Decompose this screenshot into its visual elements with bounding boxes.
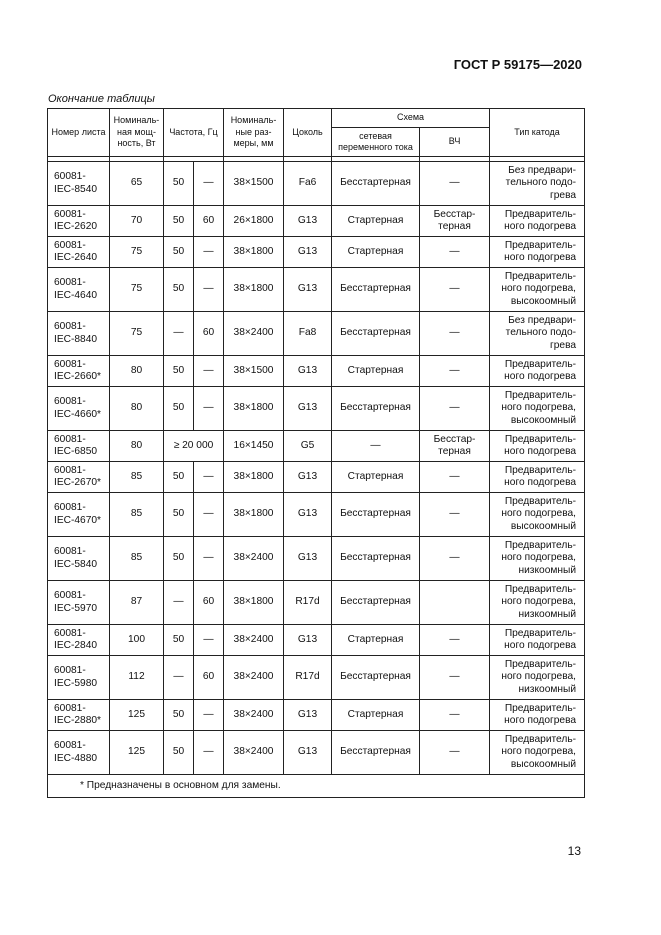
cell-power: 75 [110, 312, 164, 356]
cell-scheme-ac: Бесстартерная [332, 312, 420, 356]
cell-scheme-ac: Стартерная [332, 237, 420, 268]
cell-scheme-ac: — [332, 431, 420, 462]
cell-base: G13 [284, 493, 332, 537]
cell-frequency-60: — [194, 537, 224, 581]
header-sheet: Номер листа [48, 109, 110, 157]
cell-frequency-50: 50 [164, 206, 194, 237]
cell-scheme-ac: Бесстартерная [332, 162, 420, 206]
cell-cathode: Предваритель-ного подогрева, низкоомный [490, 537, 585, 581]
cell-scheme-ac: Бесстартерная [332, 493, 420, 537]
cell-power: 125 [110, 731, 164, 775]
cell-cathode: Предваритель-ного подогрева [490, 625, 585, 656]
standard-number: ГОСТ Р 59175—2020 [453, 57, 582, 72]
cell-scheme-hf: — [420, 312, 490, 356]
cell-power: 80 [110, 356, 164, 387]
cell-cathode: Предваритель-ного подогрева, высокоомный [490, 731, 585, 775]
table-row [48, 268, 585, 312]
cell-dimensions: 38×1800 [224, 268, 284, 312]
header-frequency: Частота, Гц [164, 109, 224, 157]
cell-dimensions: 38×2400 [224, 312, 284, 356]
cell-scheme-hf: Бесстар-терная [420, 431, 490, 462]
table-row [48, 731, 585, 775]
table-row [48, 625, 585, 656]
cell-scheme-ac: Стартерная [332, 206, 420, 237]
cell-frequency-50: 50 [164, 387, 194, 431]
cell-power: 75 [110, 268, 164, 312]
cell-scheme-hf: — [420, 493, 490, 537]
cell-frequency-50: 50 [164, 700, 194, 731]
cell-scheme-hf: — [420, 462, 490, 493]
cell-power: 85 [110, 537, 164, 581]
cell-base: G13 [284, 237, 332, 268]
cell-cathode: Предваритель-ного подогрева [490, 700, 585, 731]
cell-base: G13 [284, 387, 332, 431]
cell-frequency-50: 50 [164, 462, 194, 493]
cell-power: 80 [110, 387, 164, 431]
table-row [48, 656, 585, 700]
cell-scheme-hf: — [420, 625, 490, 656]
cell-frequency-50: 50 [164, 493, 194, 537]
cell-sheet: 60081-IEC-2670* [48, 462, 110, 493]
cell-cathode: Без предвари-тельного подо-грева [490, 162, 585, 206]
cell-frequency-50: 50 [164, 625, 194, 656]
table-row [48, 387, 585, 431]
cell-frequency-60: 60 [194, 581, 224, 625]
cell-frequency-50: — [164, 312, 194, 356]
cell-scheme-ac: Бесстартерная [332, 581, 420, 625]
cell-power: 85 [110, 462, 164, 493]
cell-scheme-hf: — [420, 162, 490, 206]
cell-cathode: Предваритель-ного подогрева [490, 431, 585, 462]
cell-scheme-hf: — [420, 700, 490, 731]
header-scheme-hf: ВЧ [420, 128, 490, 157]
cell-dimensions: 38×1800 [224, 387, 284, 431]
cell-base: G5 [284, 431, 332, 462]
cell-base: R17d [284, 656, 332, 700]
cell-frequency-50: — [164, 656, 194, 700]
table-footnote: * Предназначены в основном для замены. [48, 775, 585, 798]
cell-frequency-50: 50 [164, 356, 194, 387]
cell-sheet: 60081-IEC-5980 [48, 656, 110, 700]
cell-frequency-50: 50 [164, 537, 194, 581]
table-row [48, 431, 585, 462]
header-cathode: Тип катода [490, 109, 585, 157]
cell-frequency-60: 60 [194, 312, 224, 356]
cell-frequency-60: — [194, 731, 224, 775]
table-row [48, 312, 585, 356]
cell-sheet: 60081-IEC-2620 [48, 206, 110, 237]
cell-cathode: Предваритель-ного подогрева, низкоомный [490, 581, 585, 625]
cell-scheme-ac: Стартерная [332, 462, 420, 493]
cell-base: Fa6 [284, 162, 332, 206]
cell-frequency-60: — [194, 237, 224, 268]
cell-base: G13 [284, 537, 332, 581]
cell-dimensions: 38×2400 [224, 625, 284, 656]
cell-frequency-60: — [194, 387, 224, 431]
cell-dimensions: 16×1450 [224, 431, 284, 462]
cell-frequency: ≥ 20 000 [164, 431, 224, 462]
cell-dimensions: 26×1800 [224, 206, 284, 237]
cell-cathode: Предваритель-ного подогрева, высокоомный [490, 387, 585, 431]
cell-frequency-60: — [194, 356, 224, 387]
cell-scheme-hf [420, 581, 490, 625]
cell-frequency-50: — [164, 581, 194, 625]
table-row [48, 462, 585, 493]
table-row [48, 700, 585, 731]
cell-dimensions: 38×1800 [224, 581, 284, 625]
cell-scheme-ac: Бесстартерная [332, 731, 420, 775]
cell-base: Fa8 [284, 312, 332, 356]
cell-scheme-hf: — [420, 237, 490, 268]
table-row [48, 237, 585, 268]
cell-cathode: Без предвари-тельного подо-грева [490, 312, 585, 356]
cell-frequency-60: 60 [194, 206, 224, 237]
page-number: 13 [567, 844, 581, 858]
table-row [48, 581, 585, 625]
table-row [48, 162, 585, 206]
cell-base: G13 [284, 700, 332, 731]
cell-scheme-hf: — [420, 356, 490, 387]
cell-dimensions: 38×1800 [224, 493, 284, 537]
cell-base: G13 [284, 268, 332, 312]
cell-sheet: 60081-IEC-4670* [48, 493, 110, 537]
cell-sheet: 60081-IEC-4880 [48, 731, 110, 775]
cell-dimensions: 38×1500 [224, 356, 284, 387]
cell-frequency-60: — [194, 700, 224, 731]
cell-cathode: Предваритель-ного подогрева [490, 462, 585, 493]
cell-sheet: 60081-IEC-8840 [48, 312, 110, 356]
cell-scheme-hf: — [420, 387, 490, 431]
table-row [48, 206, 585, 237]
cell-sheet: 60081-IEC-4640 [48, 268, 110, 312]
cell-power: 65 [110, 162, 164, 206]
cell-scheme-ac: Бесстартерная [332, 537, 420, 581]
cell-frequency-60: — [194, 462, 224, 493]
cell-frequency-60: 60 [194, 656, 224, 700]
cell-dimensions: 38×2400 [224, 537, 284, 581]
cell-dimensions: 38×1800 [224, 462, 284, 493]
cell-power: 125 [110, 700, 164, 731]
cell-frequency-50: 50 [164, 268, 194, 312]
cell-sheet: 60081-IEC-5840 [48, 537, 110, 581]
cell-cathode: Предваритель-ного подогрева, высокоомный [490, 493, 585, 537]
cell-scheme-ac: Бесстартерная [332, 268, 420, 312]
cell-sheet: 60081-IEC-5970 [48, 581, 110, 625]
cell-sheet: 60081-IEC-6850 [48, 431, 110, 462]
cell-power: 112 [110, 656, 164, 700]
table-body [48, 157, 585, 775]
table-row [48, 537, 585, 581]
cell-frequency-50: 50 [164, 731, 194, 775]
cell-base: G13 [284, 356, 332, 387]
cell-base: G13 [284, 462, 332, 493]
cell-sheet: 60081-IEC-2880* [48, 700, 110, 731]
table-row [48, 493, 585, 537]
header-power: Номиналь-ная мощ-ность, Вт [110, 109, 164, 157]
cell-base: G13 [284, 206, 332, 237]
cell-frequency-50: 50 [164, 162, 194, 206]
cell-sheet: 60081-IEC-8540 [48, 162, 110, 206]
cell-base: G13 [284, 625, 332, 656]
cell-power: 75 [110, 237, 164, 268]
cell-dimensions: 38×1500 [224, 162, 284, 206]
cell-power: 87 [110, 581, 164, 625]
cell-frequency-60: — [194, 493, 224, 537]
cell-scheme-ac: Стартерная [332, 356, 420, 387]
cell-base: G13 [284, 731, 332, 775]
cell-base: R17d [284, 581, 332, 625]
cell-frequency-50: 50 [164, 237, 194, 268]
cell-scheme-hf: — [420, 731, 490, 775]
cell-frequency-60: — [194, 625, 224, 656]
cell-cathode: Предваритель-ного подогрева, низкоомный [490, 656, 585, 700]
cell-scheme-hf: Бесстар-терная [420, 206, 490, 237]
cell-cathode: Предваритель-ного подогрева [490, 237, 585, 268]
cell-scheme-ac: Стартерная [332, 700, 420, 731]
cell-dimensions: 38×2400 [224, 656, 284, 700]
cell-cathode: Предваритель-ного подогрева, высокоомный [490, 268, 585, 312]
cell-sheet: 60081-IEC-2640 [48, 237, 110, 268]
header-base: Цоколь [284, 109, 332, 157]
cell-frequency-60: — [194, 268, 224, 312]
cell-dimensions: 38×2400 [224, 731, 284, 775]
cell-scheme-hf: — [420, 656, 490, 700]
cell-frequency-60: — [194, 162, 224, 206]
cell-scheme-hf: — [420, 537, 490, 581]
cell-dimensions: 38×1800 [224, 237, 284, 268]
cell-sheet: 60081-IEC-2840 [48, 625, 110, 656]
cell-power: 85 [110, 493, 164, 537]
cell-sheet: 60081-IEC-4660* [48, 387, 110, 431]
header-scheme: Схема [332, 109, 490, 128]
table-caption: Окончание таблицы [48, 93, 155, 105]
cell-dimensions: 38×2400 [224, 700, 284, 731]
cell-power: 70 [110, 206, 164, 237]
cell-power: 80 [110, 431, 164, 462]
cell-scheme-ac: Бесстартерная [332, 656, 420, 700]
cell-scheme-ac: Бесстартерная [332, 387, 420, 431]
cell-sheet: 60081-IEC-2660* [48, 356, 110, 387]
cell-cathode: Предваритель-ного подогрева [490, 356, 585, 387]
table-row [48, 356, 585, 387]
cell-scheme-hf: — [420, 268, 490, 312]
cell-power: 100 [110, 625, 164, 656]
lamp-data-table [47, 108, 585, 798]
cell-cathode: Предваритель-ного подогрева [490, 206, 585, 237]
cell-scheme-ac: Стартерная [332, 625, 420, 656]
header-dimensions: Номиналь-ные раз-меры, мм [224, 109, 284, 157]
header-scheme-ac: сетевая переменного тока [332, 128, 420, 157]
